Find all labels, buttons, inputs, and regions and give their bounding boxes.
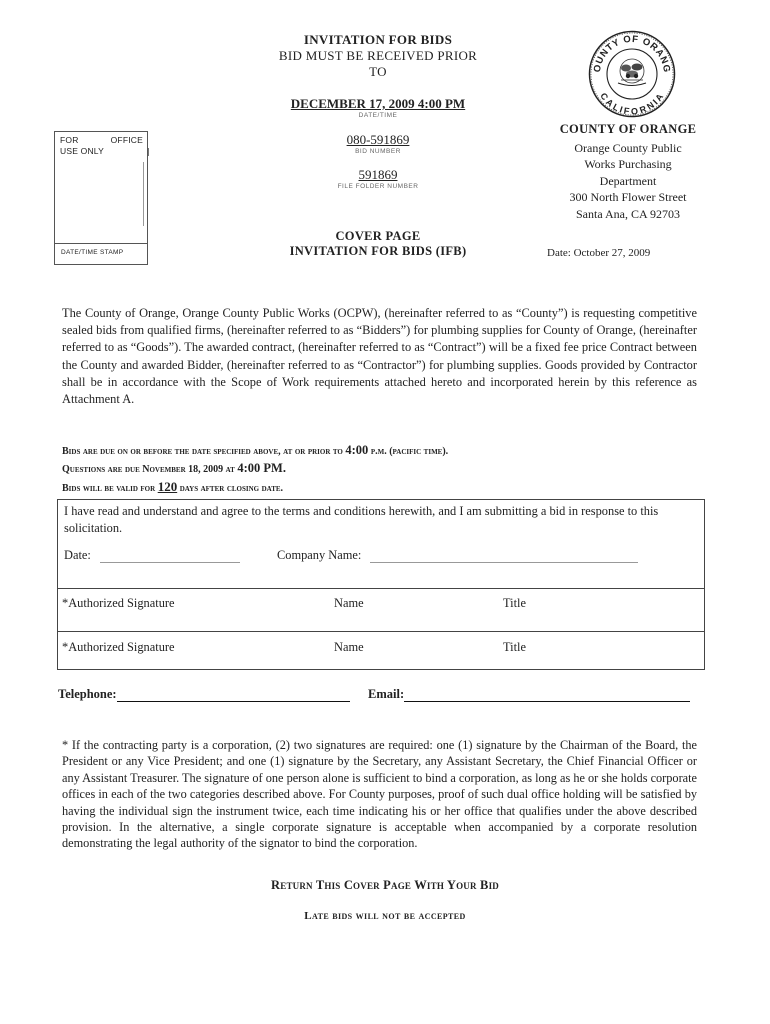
telephone-field[interactable]	[117, 687, 350, 702]
document-date: Date: October 27, 2009	[547, 247, 651, 259]
return-instruction: Return This Cover Page With Your Bid	[271, 878, 499, 892]
dept-line-3: Department	[599, 173, 657, 188]
name-2-label: Name	[334, 640, 364, 654]
file-folder-number: 591869	[358, 167, 398, 182]
county-address	[528, 121, 728, 222]
date-row	[64, 548, 240, 563]
dept-line-2: Works Purchasing	[584, 157, 672, 171]
city-state-zip: Santa Ana, CA 92703	[576, 206, 680, 221]
authorized-signature-2-label: *Authorized Signature	[62, 640, 175, 654]
file-folder-caption: FILE FOLDER NUMBER	[337, 183, 419, 190]
receipt-line: BID MUST BE RECEIVED PRIOR	[278, 48, 478, 63]
seal-bottom-text: CALIFORNIA	[598, 90, 666, 117]
bid-number-caption: BID NUMBER	[355, 148, 401, 155]
notice-questions-text: Questions are due November 18, 2009 at	[62, 464, 238, 475]
company-name-label: Company Name:	[277, 548, 362, 562]
late-bid-notice: Late bids will not be accepted	[304, 910, 466, 922]
box-tick	[148, 148, 149, 156]
office-label-office: OFFICE	[110, 135, 143, 145]
county-name: COUNTY OF ORANGE	[559, 122, 697, 136]
title-2-label: Title	[503, 640, 526, 654]
stamp-divider	[55, 243, 147, 244]
authorized-signature-1-label: *Authorized Signature	[62, 596, 175, 610]
cover-line-2: INVITATION FOR BIDS (IFB)	[289, 244, 467, 258]
email-field[interactable]	[404, 687, 690, 702]
bid-header	[230, 32, 526, 191]
due-datetime: DECEMBER 17, 2009 4:00 PM	[290, 96, 466, 111]
name-1-label: Name	[334, 596, 364, 610]
title-1-label: Title	[503, 596, 526, 610]
date-label: Date:	[64, 548, 91, 562]
notice-due-zone: p.m. (pacific time).	[368, 446, 449, 457]
date-field[interactable]	[100, 562, 240, 563]
cover-line-1: COVER PAGE	[335, 229, 421, 243]
bid-notices	[62, 442, 722, 497]
office-use-box	[54, 131, 148, 265]
certification-statement: I have read and understand and agree to the terms and conditions herewith, and I am submitting a bid in response to this solicitation.	[64, 504, 659, 535]
signature-footnote: * If the contracting party is a corporation, (2) two signatures are required: one (1) signature by the Chairman of the Board, the President or any Vice President; and one (1) signature by the Secretary, any Assistant Secretary, the Chief Financial Officer or any Assistant Treasurer. The signature of one person alone is sufficient to bind a corporation, as long as he or she holds corporate offices in each of the two categories described above. For County purposes, proof of such dual office holding will be satisfied by having the individual sign the instrument twice, each time indicating his or her office that qualifies under the above described provision. In the alternative, a single corporate signature is acceptable when accompanied by a corporate resolution demonstrating the legal authority of the signator to bind the corporation.	[62, 738, 697, 851]
notice-due-time: 4:00	[345, 443, 369, 457]
telephone-row	[58, 687, 350, 702]
box-tick	[143, 162, 144, 226]
due-datetime-caption: DATE/TIME	[358, 112, 398, 119]
company-row	[277, 548, 638, 563]
street-address: 300 North Flower Street	[569, 190, 687, 204]
intro-paragraph: The County of Orange, Orange County Public Works (OCPW), (hereinafter referred to as “County”) is requesting competitive sealed bids from qualified firms, (hereinafter referred to as “Bidders”) for plumbing supplies for County of Orange, (hereinafter referred to as “Goods”). The awarded contract, (hereinafter referred to as “Contract”) will be a fixed fee price Contract between the County and awarded Bidder, (hereinafter referred to as “Contractor”) for plumbing supplies. Goods provided by Contractor shall be in accordance with the Scope of Work requirements attached hereto and incorporated herein by this reference as Attachment A.	[62, 306, 697, 407]
telephone-label: Telephone:	[58, 687, 117, 701]
office-label-use-only: USE ONLY	[60, 146, 104, 156]
form-divider	[58, 631, 704, 632]
notice-valid-days: 120	[157, 479, 178, 494]
cover-page-title	[240, 229, 516, 259]
notice-questions-time: 4:00 PM.	[237, 461, 286, 475]
dept-line-1: Orange County Public	[574, 140, 682, 155]
receipt-line-to: TO	[369, 64, 387, 79]
office-label-for: FOR	[60, 135, 79, 145]
notice-due	[62, 442, 722, 460]
form-divider	[58, 588, 704, 589]
company-name-field[interactable]	[370, 562, 638, 563]
seal-top-text: OUNTY OF ORANG	[591, 33, 673, 74]
county-seal	[588, 30, 676, 118]
notice-valid-tail: days after closing date.	[177, 483, 284, 494]
invitation-title: INVITATION FOR BIDS	[303, 32, 453, 47]
notice-valid-text: Bids will be valid for	[62, 483, 158, 494]
email-row	[368, 687, 690, 702]
email-label: Email:	[368, 687, 405, 701]
notice-valid	[62, 478, 722, 497]
bid-signature-form	[57, 499, 705, 670]
notice-questions	[62, 460, 722, 478]
notice-due-text: Bids are due on or before the date specified above, at or prior to	[62, 446, 346, 457]
date-time-stamp-label: DATE/TIME STAMP	[61, 249, 124, 256]
bid-number: 080-591869	[346, 132, 410, 147]
